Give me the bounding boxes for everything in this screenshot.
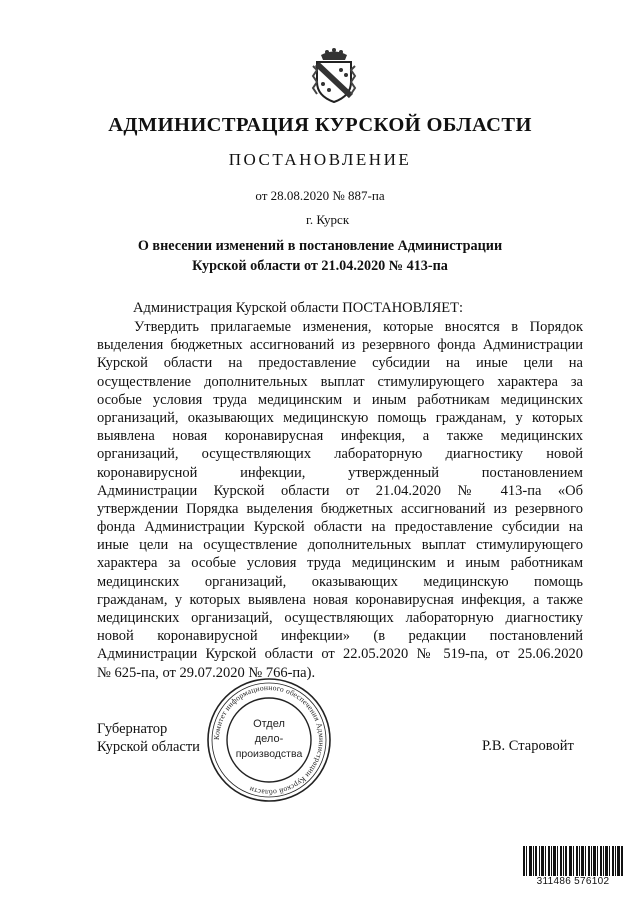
signatory-name: Р.В. Старовойт	[482, 738, 574, 754]
body-line: Администрации Курской области от 22.05.2020 № 519-па, от 25.06.2020	[97, 646, 583, 663]
resolution-body	[97, 318, 583, 682]
body-line: осуществление дополнительных выплат стимулирующего характера за	[97, 373, 583, 390]
document-subject	[0, 236, 640, 276]
subject-line: О внесении изменений в постановление Администрации	[137, 238, 503, 254]
body-line: характера за особые условия труда медицинским и иным работникам	[97, 555, 583, 572]
body-line: организаций, оказывающих медицинскую помощь гражданам, у которых	[97, 409, 583, 426]
coat-of-arms-emblem	[309, 46, 359, 104]
body-line: выделения бюджетных ассигнований из резервного фонда Администрации	[97, 337, 583, 354]
signatory-title-line: Курской области	[97, 739, 200, 755]
stamp-center-line: дело-	[254, 733, 284, 745]
body-line: медицинских организаций, осуществляющих лабораторную диагностику	[97, 610, 583, 626]
body-line: Администрации Курской области от 21.04.2020 № 413-па «Об	[97, 482, 583, 499]
document-date-number: от 28.08.2020 № 887-па	[255, 188, 385, 203]
stamp-ring-text: Комитет информационного обеспечения Администрации Курской области	[211, 682, 327, 798]
body-line: утверждении Порядка выделения бюджетных ассигнований из резервного	[97, 500, 583, 517]
document-city: г. Курск	[306, 212, 350, 227]
official-stamp	[205, 676, 333, 804]
subject-line: Курской области от 21.04.2020 № 413-па	[192, 258, 448, 274]
body-line: выявлена новая коронавирусная инфекция, а также медицинских	[97, 428, 583, 445]
body-line: Утвердить прилагаемые изменения, которые вносятся в Порядок	[134, 319, 583, 335]
stamp-center-line: Отдел	[253, 718, 285, 730]
body-line: коронавирусной инфекции, утвержденный постановлением	[97, 464, 583, 481]
organization-title: АДМИНИСТРАЦИЯ КУРСКОЙ ОБЛАСТИ	[108, 114, 532, 136]
body-line: Курской области на предоставление субсидии на иные цели на	[97, 355, 583, 372]
body-line: медицинских организаций, оказывающих медицинскую помощь	[97, 573, 583, 590]
body-line: иные цели на осуществление дополнительных выплат стимулирующего	[97, 537, 583, 554]
body-line: организаций, осуществляющих лабораторную диагностику новой	[97, 446, 583, 463]
body-line: новой коронавирусной инфекции» (в редакции постановлений	[97, 628, 583, 645]
barcode-number: 311486 576102	[523, 876, 623, 887]
stamp-center-line: производства	[235, 748, 303, 760]
signatory-title-line: Губернатор	[97, 721, 168, 737]
body-line: особые условия труда медицинским и иным работникам медицинских	[97, 391, 583, 408]
document-type: ПОСТАНОВЛЕНИЕ	[228, 150, 412, 169]
body-line: № 625-па, от 29.07.2020 № 766-па).	[97, 664, 316, 681]
preamble: Администрация Курской области ПОСТАНОВЛЯЕТ:	[133, 300, 464, 316]
body-line: гражданам, у которых выявлена новая коронавирусная инфекция, а также	[97, 591, 583, 608]
signatory-title	[97, 720, 200, 756]
body-line: фонда Администрации Курской области на предоставление субсидии на	[97, 519, 583, 536]
